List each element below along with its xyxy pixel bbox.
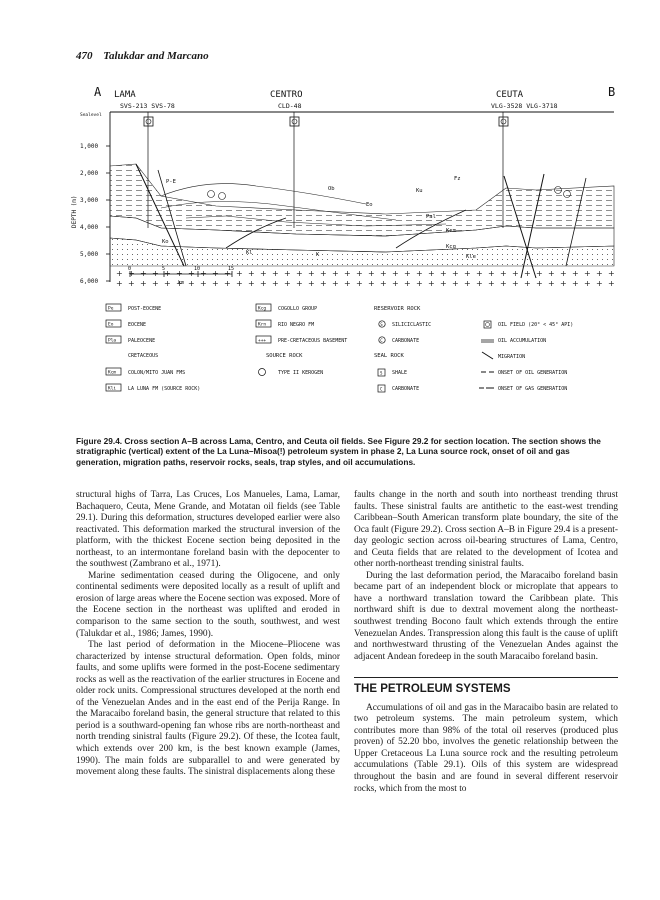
body-paragraph: Accumulations of oil and gas in the Maracaibo basin are related to two petroleum systems. The main petroleum system, which contributes more than 98% of the total oil reserves (produced plus proven) of 52.20 bbo, involves the genetic relationship between the Upper Cretaceous La Luna source rock and the resulting petroleum accumulations (Table 29.1). Oils of this system are widespread throughout the basin and are found in several different reservoir rocks, which from the most to [354, 702, 618, 794]
unit-label: K [316, 252, 320, 258]
legend-label: MIGRATION [498, 354, 526, 360]
field-label-ceuta: CEUTA [496, 90, 524, 100]
figure-caption: Figure 29.4. Cross section A–B across Lama, Centro, and Ceuta oil fields. See Figure 29.2 for section location. The section shows the stratigraphic (vertical) extent of the La Luna–Misoa(!) petroleum system in phase 2, La Luna source rock, onset of oil and gas generation, migration paths, reservoir rocks, seals, trap styles, and oil accumulations. [76, 436, 601, 467]
legend-code: C [380, 338, 383, 343]
body-paragraph: structural highs of Tarra, Las Cruces, Los Manueles, Lama, Lamar, Bachaquero, Ceuta, Mene Grande, and Motatan oil fields (see Table 29.1). During this deformation, structures developed earlier were also reactivated. This deformation marked the structural inversion of the platform, with the thickest Eocene section being deposited in the northeast, to an intermontane foreland basin with the depocenter to the southwest (Zambrano et al., 1971). [76, 490, 340, 570]
unit-label: Kcg [446, 244, 456, 250]
datum-label: Sealevel [80, 113, 102, 118]
cross-section-svg [66, 78, 626, 398]
right-column [354, 490, 618, 795]
legend-code: Eo [108, 322, 114, 328]
legend-code: Pla [108, 338, 117, 344]
legend-code: +++ [258, 338, 267, 344]
depth-tick-label: 4,000 [80, 224, 99, 231]
legend-label: POST-EOCENE [128, 306, 162, 312]
scale-unit-label: km [178, 280, 185, 286]
scale-tick-label: 15 [228, 266, 235, 272]
unit-label: Eo [366, 202, 373, 208]
legend-code: S [380, 322, 383, 327]
legend-label: RIO NEGRO FM [278, 322, 315, 328]
legend-label: ONSET OF GAS GENERATION [498, 386, 568, 392]
legend-label: SILICICLASTIC [392, 322, 432, 328]
legend-label: LA LUNA FM (SOURCE ROCK) [128, 386, 201, 392]
unit-label: Kl [246, 250, 253, 256]
body-paragraph: The last period of deformation in the Miocene–Pliocene was characterized by intense structural deformation. Open folds, minor faults, and some uplifts were formed in the post-Eocene sedimentary rocks as well as the reactivation of the earlier structures in Eocene and older rock units. Compressional structures developed at the north end of the Venezuelan Andes and in the east end of the Perija Range. In the Maracaibo foreland basin, the general structure that related to this period is a southward-opening fan whose ribs are north-northeast and north trending sinistral faults (Figure 29.2). Of these, the Icotea fault, which extends over 200 km, is the best known example (James, 1990). The main folds are subparallel to and were generated by movement along these faults. The sinistral displacements along these [76, 640, 340, 778]
well-label-centro: CLD-48 [278, 102, 302, 110]
legend-label: CARBONATE [392, 338, 420, 344]
migration-icon [482, 352, 493, 359]
field-label-centro: CENTRO [270, 90, 303, 100]
legend-code: Pe [108, 306, 114, 312]
legend-reservoir-heading: RESERVOIR ROCK [374, 306, 421, 312]
depth-tick-label: 1,000 [80, 143, 99, 150]
legend-label: PALEOCENE [128, 338, 156, 344]
legend-code: Krn [258, 322, 267, 328]
geologic-section [110, 164, 614, 290]
figure-legend [106, 304, 573, 392]
body-paragraph: Marine sedimentation ceased during the Oligocene, and only continental sediments were deposited locally as a result of uplift and erosion of large areas where the Eocene section was exposed. More of the Eocene section in the northeast was uplifted and eroded in comparison to the same section to the south, southwest, and west (Talukdar et al., 1986; James, 1990). [76, 570, 340, 639]
legend-label: SHALE [392, 370, 408, 376]
depth-tick-label: 2,000 [80, 170, 99, 177]
legend-code: S [380, 370, 383, 376]
running-head-authors: Talukdar and Marcano [103, 50, 209, 62]
unit-label: Kle [466, 254, 476, 260]
kerogen-icon [259, 369, 266, 376]
end-label-b: B [608, 85, 616, 99]
depth-tick-label: 6,000 [80, 278, 99, 285]
legend-label: CARBONATE [392, 386, 420, 392]
legend-label: EOCENE [128, 322, 147, 328]
unit-label: Ob [328, 186, 335, 192]
section-heading: THE PETROLEUM SYSTEMS [354, 683, 511, 696]
legend-label: TYPE II KEROGEN [278, 370, 324, 376]
oil-accumulation-icon [481, 340, 494, 342]
end-label-a: A [94, 85, 102, 99]
body-paragraph: During the last deformation period, the Maracaibo foreland basin became part of an independent block or microplate that appears to have a northward translation toward the Caribbean plate. This northward shift is due to dextral movement along the northeast-southwest trending Bocono fault which extends through the entire Venezuelan Andes. Transpression along this fault is the cause of uplift and northwestward thrusting of the Venezuelan Andes against the adjacent Andean foredeep in the south Maracaibo foreland basin. [354, 570, 618, 662]
legend-code: Kcm [108, 370, 117, 376]
unit-label: P-E [166, 179, 176, 185]
unit-label: Kcm [446, 228, 456, 234]
well-label-lama: SVS-213 SVS-78 [120, 102, 175, 110]
legend-label: ONSET OF OIL GENERATION [498, 370, 568, 376]
running-head [76, 50, 209, 62]
legend-code: Kli [108, 386, 117, 392]
oil-field-icon [484, 321, 491, 328]
legend-label: OIL ACCUMULATION [498, 338, 547, 344]
scale-tick-label: 5 [162, 266, 166, 272]
field-label-lama: LAMA [114, 90, 136, 100]
body-paragraph: faults change in the north and south into northeast trending thrust faults. These sinistral faults are antithetic to the east-west trending Caribbean–South American transform plate boundary, the site of the Oca fault (Figure 29.2). Cross section A–B in Figure 29.4 is a present-day geologic section across oil-bearing structures of Lama, Centro, and Ceuta fields that are related to the development of Icotea and other north-northeast trending sinistral faults. [354, 490, 618, 570]
scale-tick-label: 0 [128, 266, 132, 272]
unit-label: Pal [426, 214, 436, 220]
section-divider [354, 677, 618, 678]
legend-code: C [380, 386, 383, 392]
depth-axis-label: DEPTH (m) [71, 195, 78, 228]
left-column [76, 490, 340, 779]
depth-ticks [80, 143, 110, 285]
legend-label: COGOLLO GROUP [278, 306, 318, 312]
page-number: 470 [76, 50, 93, 62]
legend-label: PRE-CRETACEOUS BASEMENT [278, 338, 348, 344]
scale-tick-label: 10 [194, 266, 201, 272]
unit-label: Fz [454, 176, 461, 182]
legend-cretaceous-label: CRETACEOUS [128, 353, 159, 359]
depth-tick-label: 5,000 [80, 251, 99, 258]
legend-label: COLON/MITO JUAN FMS [128, 370, 186, 376]
legend-source-rock-heading: SOURCE ROCK [266, 353, 303, 359]
cross-section-figure [66, 78, 626, 398]
depth-tick-label: 3,000 [80, 197, 99, 204]
well-label-ceuta: VLG-3528 VLG-3718 [491, 102, 558, 110]
legend-seal-heading: SEAL ROCK [374, 353, 404, 359]
unit-label: Ko [162, 239, 169, 245]
legend-label: OIL FIELD (20° < 45° API) [498, 322, 574, 328]
unit-label: Ku [416, 188, 423, 194]
legend-code: Kcg [258, 306, 267, 312]
